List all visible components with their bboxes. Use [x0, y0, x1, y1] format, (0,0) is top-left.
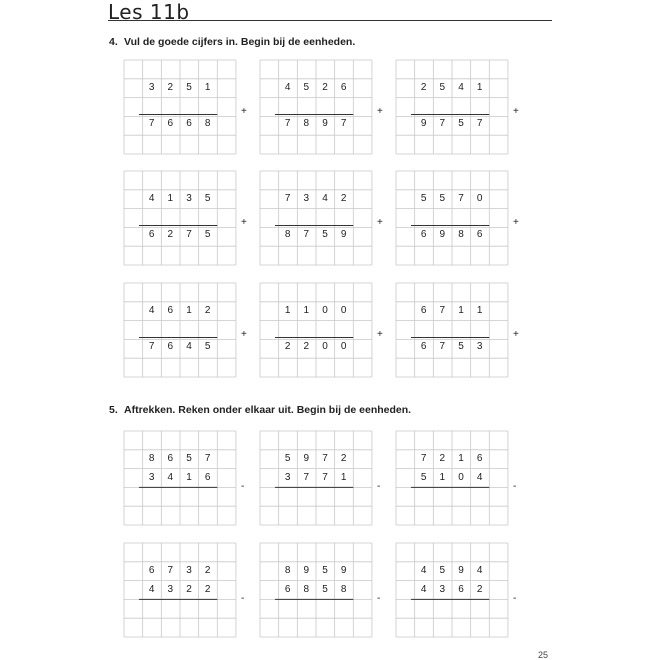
- digit: 2: [420, 81, 427, 93]
- exercise-text: Aftrekken. Reken onder elkaar uit. Begin bij de eenheden.: [124, 404, 412, 416]
- digit: 2: [322, 81, 328, 93]
- page-title: Les 11b: [108, 0, 190, 24]
- grid-lines: [124, 171, 236, 265]
- digit: 4: [476, 564, 483, 576]
- minus-sign: -: [241, 592, 245, 604]
- digit: 3: [303, 192, 310, 204]
- digit: 9: [340, 228, 347, 240]
- digit: 7: [340, 117, 347, 129]
- plus-sign: +: [377, 216, 383, 228]
- digit: 5: [186, 81, 192, 93]
- digit: 8: [148, 452, 155, 464]
- digit: 7: [167, 564, 174, 576]
- exercise-grid: [124, 543, 245, 637]
- digit: 1: [186, 304, 192, 316]
- digit: 2: [340, 452, 347, 464]
- digit: 5: [420, 192, 427, 204]
- digit: 7: [303, 471, 310, 483]
- digit: 3: [439, 583, 446, 595]
- digit: 9: [303, 452, 310, 464]
- digit: 4: [322, 192, 328, 204]
- grid-lines: [260, 171, 372, 265]
- minus-sign: -: [377, 592, 381, 604]
- digit: 0: [476, 192, 483, 204]
- digit: 6: [476, 228, 483, 240]
- digit: 6: [420, 304, 427, 316]
- digit: 5: [439, 192, 446, 204]
- digit: 6: [148, 228, 155, 240]
- digit: 5: [204, 228, 211, 240]
- digit: 7: [322, 452, 328, 464]
- digit: 2: [284, 340, 291, 352]
- plus-sign: +: [513, 216, 519, 228]
- digit: 5: [458, 340, 464, 352]
- digit: 6: [167, 452, 174, 464]
- digit: 5: [186, 452, 192, 464]
- digit: 1: [458, 304, 464, 316]
- digit: 4: [420, 583, 427, 595]
- digit: 9: [303, 564, 310, 576]
- digit: 6: [186, 117, 192, 129]
- digit: 4: [148, 192, 155, 204]
- exercise-number: 4.: [109, 36, 118, 48]
- digit: 7: [458, 192, 464, 204]
- digit: 1: [167, 192, 174, 204]
- digit: 5: [204, 192, 211, 204]
- digit: 2: [476, 583, 483, 595]
- digit: 4: [284, 81, 291, 93]
- digit: 1: [476, 304, 483, 316]
- digit: 9: [322, 117, 328, 129]
- grid-lines: [260, 60, 372, 154]
- plus-sign: +: [513, 105, 519, 117]
- digit: 5: [204, 340, 211, 352]
- digit: 6: [148, 564, 155, 576]
- digit: 1: [186, 471, 192, 483]
- exercise-grid: [396, 543, 517, 637]
- grid-lines: [396, 60, 508, 154]
- digit: 9: [340, 564, 347, 576]
- digit: 7: [148, 340, 155, 352]
- plus-sign: +: [377, 328, 383, 340]
- exercise-grid: [260, 431, 381, 525]
- digit: 3: [186, 564, 192, 576]
- digit: 2: [204, 564, 211, 576]
- digit: 8: [284, 564, 291, 576]
- grid-lines: [124, 60, 236, 154]
- header-rule: [108, 20, 552, 21]
- plus-sign: +: [377, 105, 383, 117]
- digit: 7: [303, 228, 310, 240]
- digit: 8: [458, 228, 464, 240]
- minus-sign: -: [513, 480, 517, 492]
- digit: 5: [420, 471, 427, 483]
- digit: 2: [186, 583, 192, 595]
- digit: 9: [458, 564, 464, 576]
- digit: 1: [284, 304, 291, 316]
- digit: 6: [420, 228, 427, 240]
- digit: 2: [340, 192, 347, 204]
- digit: 5: [284, 452, 291, 464]
- digit: 9: [420, 117, 427, 129]
- digit: 4: [458, 81, 464, 93]
- digit: 4: [148, 304, 155, 316]
- digit: 4: [167, 471, 174, 483]
- digit: 0: [458, 471, 464, 483]
- exercise-number: 5.: [109, 404, 118, 416]
- plus-sign: +: [513, 328, 519, 340]
- digit: 3: [148, 81, 155, 93]
- digit: 6: [340, 81, 347, 93]
- exercise-grid: [396, 431, 517, 525]
- digit: 5: [322, 564, 328, 576]
- digit: 7: [186, 228, 192, 240]
- digit: 5: [458, 117, 464, 129]
- digit: 7: [439, 340, 446, 352]
- minus-sign: -: [513, 592, 517, 604]
- digit: 7: [148, 117, 155, 129]
- page-number: 25: [538, 650, 549, 660]
- exercise-grid: [260, 60, 383, 154]
- digit: 8: [303, 583, 310, 595]
- grid-lines: [396, 171, 508, 265]
- digit: 2: [167, 81, 174, 93]
- digit: 6: [284, 583, 291, 595]
- digit: 0: [322, 340, 328, 352]
- digit: 6: [167, 117, 174, 129]
- exercise-grid: [396, 171, 519, 265]
- digit: 5: [322, 228, 328, 240]
- digit: 5: [439, 81, 446, 93]
- digit: 9: [439, 228, 446, 240]
- digit: 1: [439, 471, 446, 483]
- grid-lines: [396, 283, 508, 377]
- digit: 3: [148, 471, 155, 483]
- digit: 3: [167, 583, 174, 595]
- exercise-4-instruction: [109, 36, 355, 48]
- plus-sign: +: [241, 216, 247, 228]
- grid-lines: [260, 283, 372, 377]
- digit: 7: [439, 304, 446, 316]
- digit: 4: [476, 471, 483, 483]
- digit: 1: [476, 81, 483, 93]
- digit: 2: [303, 340, 310, 352]
- digit: 8: [303, 117, 310, 129]
- digit: 7: [420, 452, 427, 464]
- digit: 6: [204, 471, 211, 483]
- exercise-5-instruction: [109, 404, 411, 416]
- exercise-grid: [124, 171, 247, 265]
- digit: 2: [204, 304, 211, 316]
- digit: 7: [476, 117, 483, 129]
- digit: 6: [420, 340, 427, 352]
- digit: 3: [284, 471, 291, 483]
- digit: 3: [476, 340, 483, 352]
- exercise-grid: [124, 283, 247, 377]
- digit: 2: [439, 452, 446, 464]
- minus-sign: -: [241, 480, 245, 492]
- digit: 7: [439, 117, 446, 129]
- digit: 6: [167, 304, 174, 316]
- exercise-grid: [396, 283, 519, 377]
- digit: 7: [322, 471, 328, 483]
- digit: 5: [303, 81, 310, 93]
- exercise-grid: [260, 171, 383, 265]
- exercise-text: Vul de goede cijfers in. Begin bij de eenheden.: [124, 36, 356, 48]
- digit: 1: [204, 81, 211, 93]
- minus-sign: -: [377, 480, 381, 492]
- digit: 8: [284, 228, 291, 240]
- digit: 0: [322, 304, 328, 316]
- digit: 0: [340, 340, 347, 352]
- exercise-grid: [124, 60, 247, 154]
- digit: 4: [148, 583, 155, 595]
- digit: 2: [204, 583, 211, 595]
- digit: 4: [186, 340, 192, 352]
- digit: 7: [284, 192, 291, 204]
- plus-sign: +: [241, 105, 247, 117]
- digit: 3: [186, 192, 192, 204]
- digit: 1: [303, 304, 310, 316]
- digit: 2: [167, 228, 174, 240]
- plus-sign: +: [241, 328, 247, 340]
- exercise-grid: [396, 60, 519, 154]
- digit: 6: [458, 583, 464, 595]
- digit: 1: [458, 452, 464, 464]
- digit: 6: [167, 340, 174, 352]
- digit: 1: [340, 471, 347, 483]
- digit: 7: [284, 117, 291, 129]
- digit: 4: [420, 564, 427, 576]
- digit: 5: [439, 564, 446, 576]
- digit: 8: [204, 117, 211, 129]
- exercise-grid: [260, 283, 383, 377]
- digit: 8: [340, 583, 347, 595]
- exercise-grid: [124, 431, 245, 525]
- grid-lines: [124, 283, 236, 377]
- digit: 5: [322, 583, 328, 595]
- digit: 7: [204, 452, 211, 464]
- digit: 0: [340, 304, 347, 316]
- digit: 6: [476, 452, 483, 464]
- exercise-grid: [260, 543, 381, 637]
